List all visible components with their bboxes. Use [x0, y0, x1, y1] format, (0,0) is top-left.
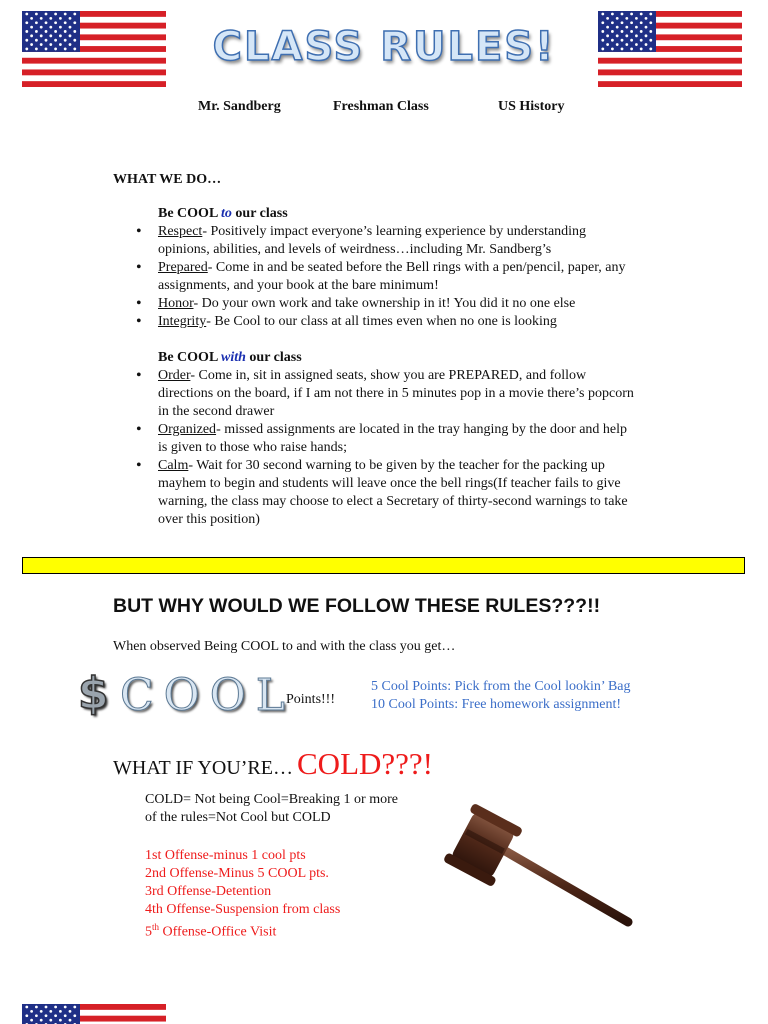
rule-term: Organized [158, 422, 217, 437]
highlight-divider [22, 557, 745, 574]
list-item [136, 367, 636, 421]
rule-text: - Come in, sit in assigned seats, show you are PREPARED, and follow directions on the board, if I am not there in 5 minutes pop in a movie there’s popcorn in the second drawer [158, 368, 634, 419]
list-item [136, 313, 636, 331]
offense-5-number: 5 [145, 924, 152, 940]
with-emphasis: with [221, 350, 246, 365]
rules-to-list [136, 223, 636, 331]
list-item [136, 457, 636, 529]
be-cool-suffix: our class [231, 206, 288, 221]
rules-with-list [136, 367, 636, 529]
rule-text: - Be Cool to our class at all times even when no one is looking [206, 314, 557, 329]
rule-term: Honor [158, 296, 194, 311]
cold-definition-line2: of the rules=Not Cool but COLD [145, 810, 331, 825]
cool-logo: COOL [120, 670, 296, 721]
points-label: Points!!! [286, 692, 335, 707]
list-item [136, 223, 636, 259]
cold-heading-prefix: WHAT IF YOU’RE… [113, 757, 293, 779]
be-cool-prefix: Be COOL [158, 206, 222, 221]
rule-text: - Come in and be seated before the Bell rings with a pen/pencil, paper, any assignments, and your book at the bare minimum! [158, 260, 626, 293]
reward-10-points: 10 Cool Points: Free homework assignment! [371, 697, 622, 712]
us-flag-icon-right [598, 11, 742, 87]
offense-3: 3rd Offense-Detention [145, 884, 272, 899]
rule-text: - Do your own work and take ownership in it! You did it no one else [193, 296, 576, 311]
class-name: Freshman Class [333, 99, 429, 114]
list-item [136, 421, 636, 457]
rule-term: Respect [158, 224, 203, 239]
cold-definition-line1: COLD= Not being Cool=Breaking 1 or more [145, 792, 398, 807]
list-item [136, 259, 636, 295]
list-item [136, 295, 636, 313]
what-we-do-heading: WHAT WE DO… [113, 172, 222, 187]
be-cool-with-heading [158, 349, 302, 367]
page-title: CLASS RULES! [212, 24, 556, 70]
cold-word: COLD???! [297, 746, 433, 781]
to-emphasis: to [221, 206, 232, 221]
rule-text: - Positively impact everyone’s learning experience by understanding opinions, abilities, and levels of weirdness…including Mr. Sandberg’s [158, 224, 587, 257]
teacher-name: Mr. Sandberg [198, 99, 281, 114]
offense-4: 4th Offense-Suspension from class [145, 902, 341, 917]
offense-2: 2nd Offense-Minus 5 COOL pts. [145, 866, 329, 881]
be-cool-suffix: our class [245, 350, 302, 365]
rule-term: Calm [158, 458, 189, 473]
why-intro: When observed Being COOL to and with the class you get… [113, 639, 456, 654]
be-cool-prefix: Be COOL [158, 350, 222, 365]
offense-5-ordinal: th [152, 922, 160, 932]
rule-term: Integrity [158, 314, 207, 329]
us-flag-icon-left [22, 11, 166, 87]
offense-1: 1st Offense-minus 1 cool pts [145, 848, 306, 863]
rule-term: Order [158, 368, 191, 383]
why-heading: BUT WHY WOULD WE FOLLOW THESE RULES???!! [113, 595, 601, 617]
dollar-icon: $ [78, 668, 109, 719]
offense-5 [145, 918, 276, 942]
reward-5-points: 5 Cool Points: Pick from the Cool lookin’ Bag [371, 679, 631, 694]
offense-5-text: Offense-Office Visit [159, 924, 277, 940]
rule-text: - Wait for 30 second warning to be given by the teacher for the packing up mayhem to begin and students will leave once the bell rings(If teacher fails to give warning, the class may choose to elect a Secretary of thirty-second warnings to take over this position) [158, 458, 628, 527]
rule-text: - missed assignments are located in the tray hanging by the door and help is given to those who raise hands; [158, 422, 628, 455]
gavel-icon [438, 800, 638, 930]
rule-term: Prepared [158, 260, 208, 275]
cold-heading [113, 746, 433, 782]
subject-name: US History [498, 99, 565, 114]
us-flag-icon-bottom [22, 1004, 166, 1024]
be-cool-to-heading [158, 205, 288, 223]
